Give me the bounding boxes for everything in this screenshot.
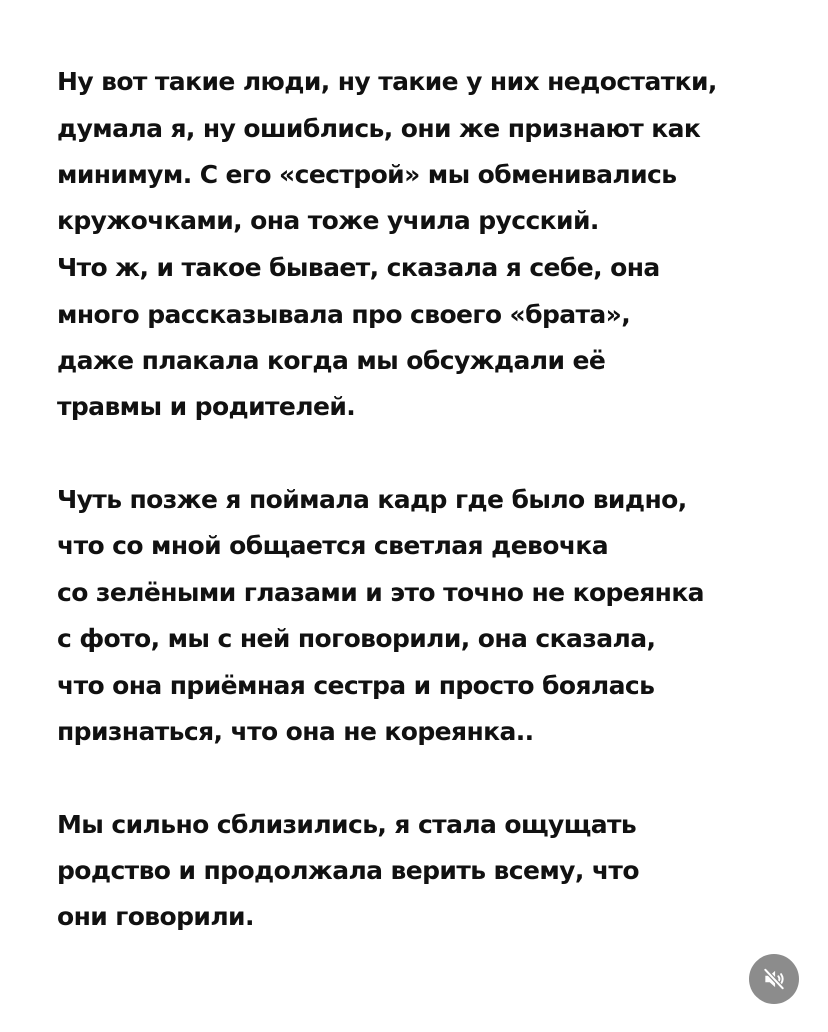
text-line: что со мной общается светлая девочка [57, 531, 609, 560]
text-line: минимум. С его «сестрой» мы обменивались [57, 160, 677, 189]
text-line: травмы и родителей. [57, 392, 356, 421]
text-line: родство и продолжала верить всему, что [57, 856, 639, 885]
text-line: Мы сильно сблизились, я стала ощущать [57, 810, 637, 839]
text-line: что она приёмная сестра и просто боялась [57, 671, 655, 700]
text-line: признаться, что она не кореянка.. [57, 717, 534, 746]
text-line: с фото, мы с ней поговорили, она сказала, [57, 624, 656, 653]
mute-button[interactable] [749, 954, 799, 1004]
text-line: думала я, ну ошиблись, они же признают как [57, 114, 701, 143]
text-line: Ну вот такие люди, ну такие у них недостатки, [57, 67, 717, 96]
text-line: они говорили. [57, 902, 254, 931]
text-line: со зелёными глазами и это точно не кореянка [57, 578, 704, 607]
text-line: кружочками, она тоже учила русский. [57, 206, 599, 235]
text-line: даже плакала когда мы обсуждали её [57, 346, 606, 375]
speaker-muted-icon [761, 966, 787, 992]
text-line: Чуть позже я поймала кадр где было видно, [57, 485, 687, 514]
text-line: много рассказывала про своего «брата», [57, 300, 631, 329]
text-line: Что ж, и такое бывает, сказала я себе, она [57, 253, 660, 282]
